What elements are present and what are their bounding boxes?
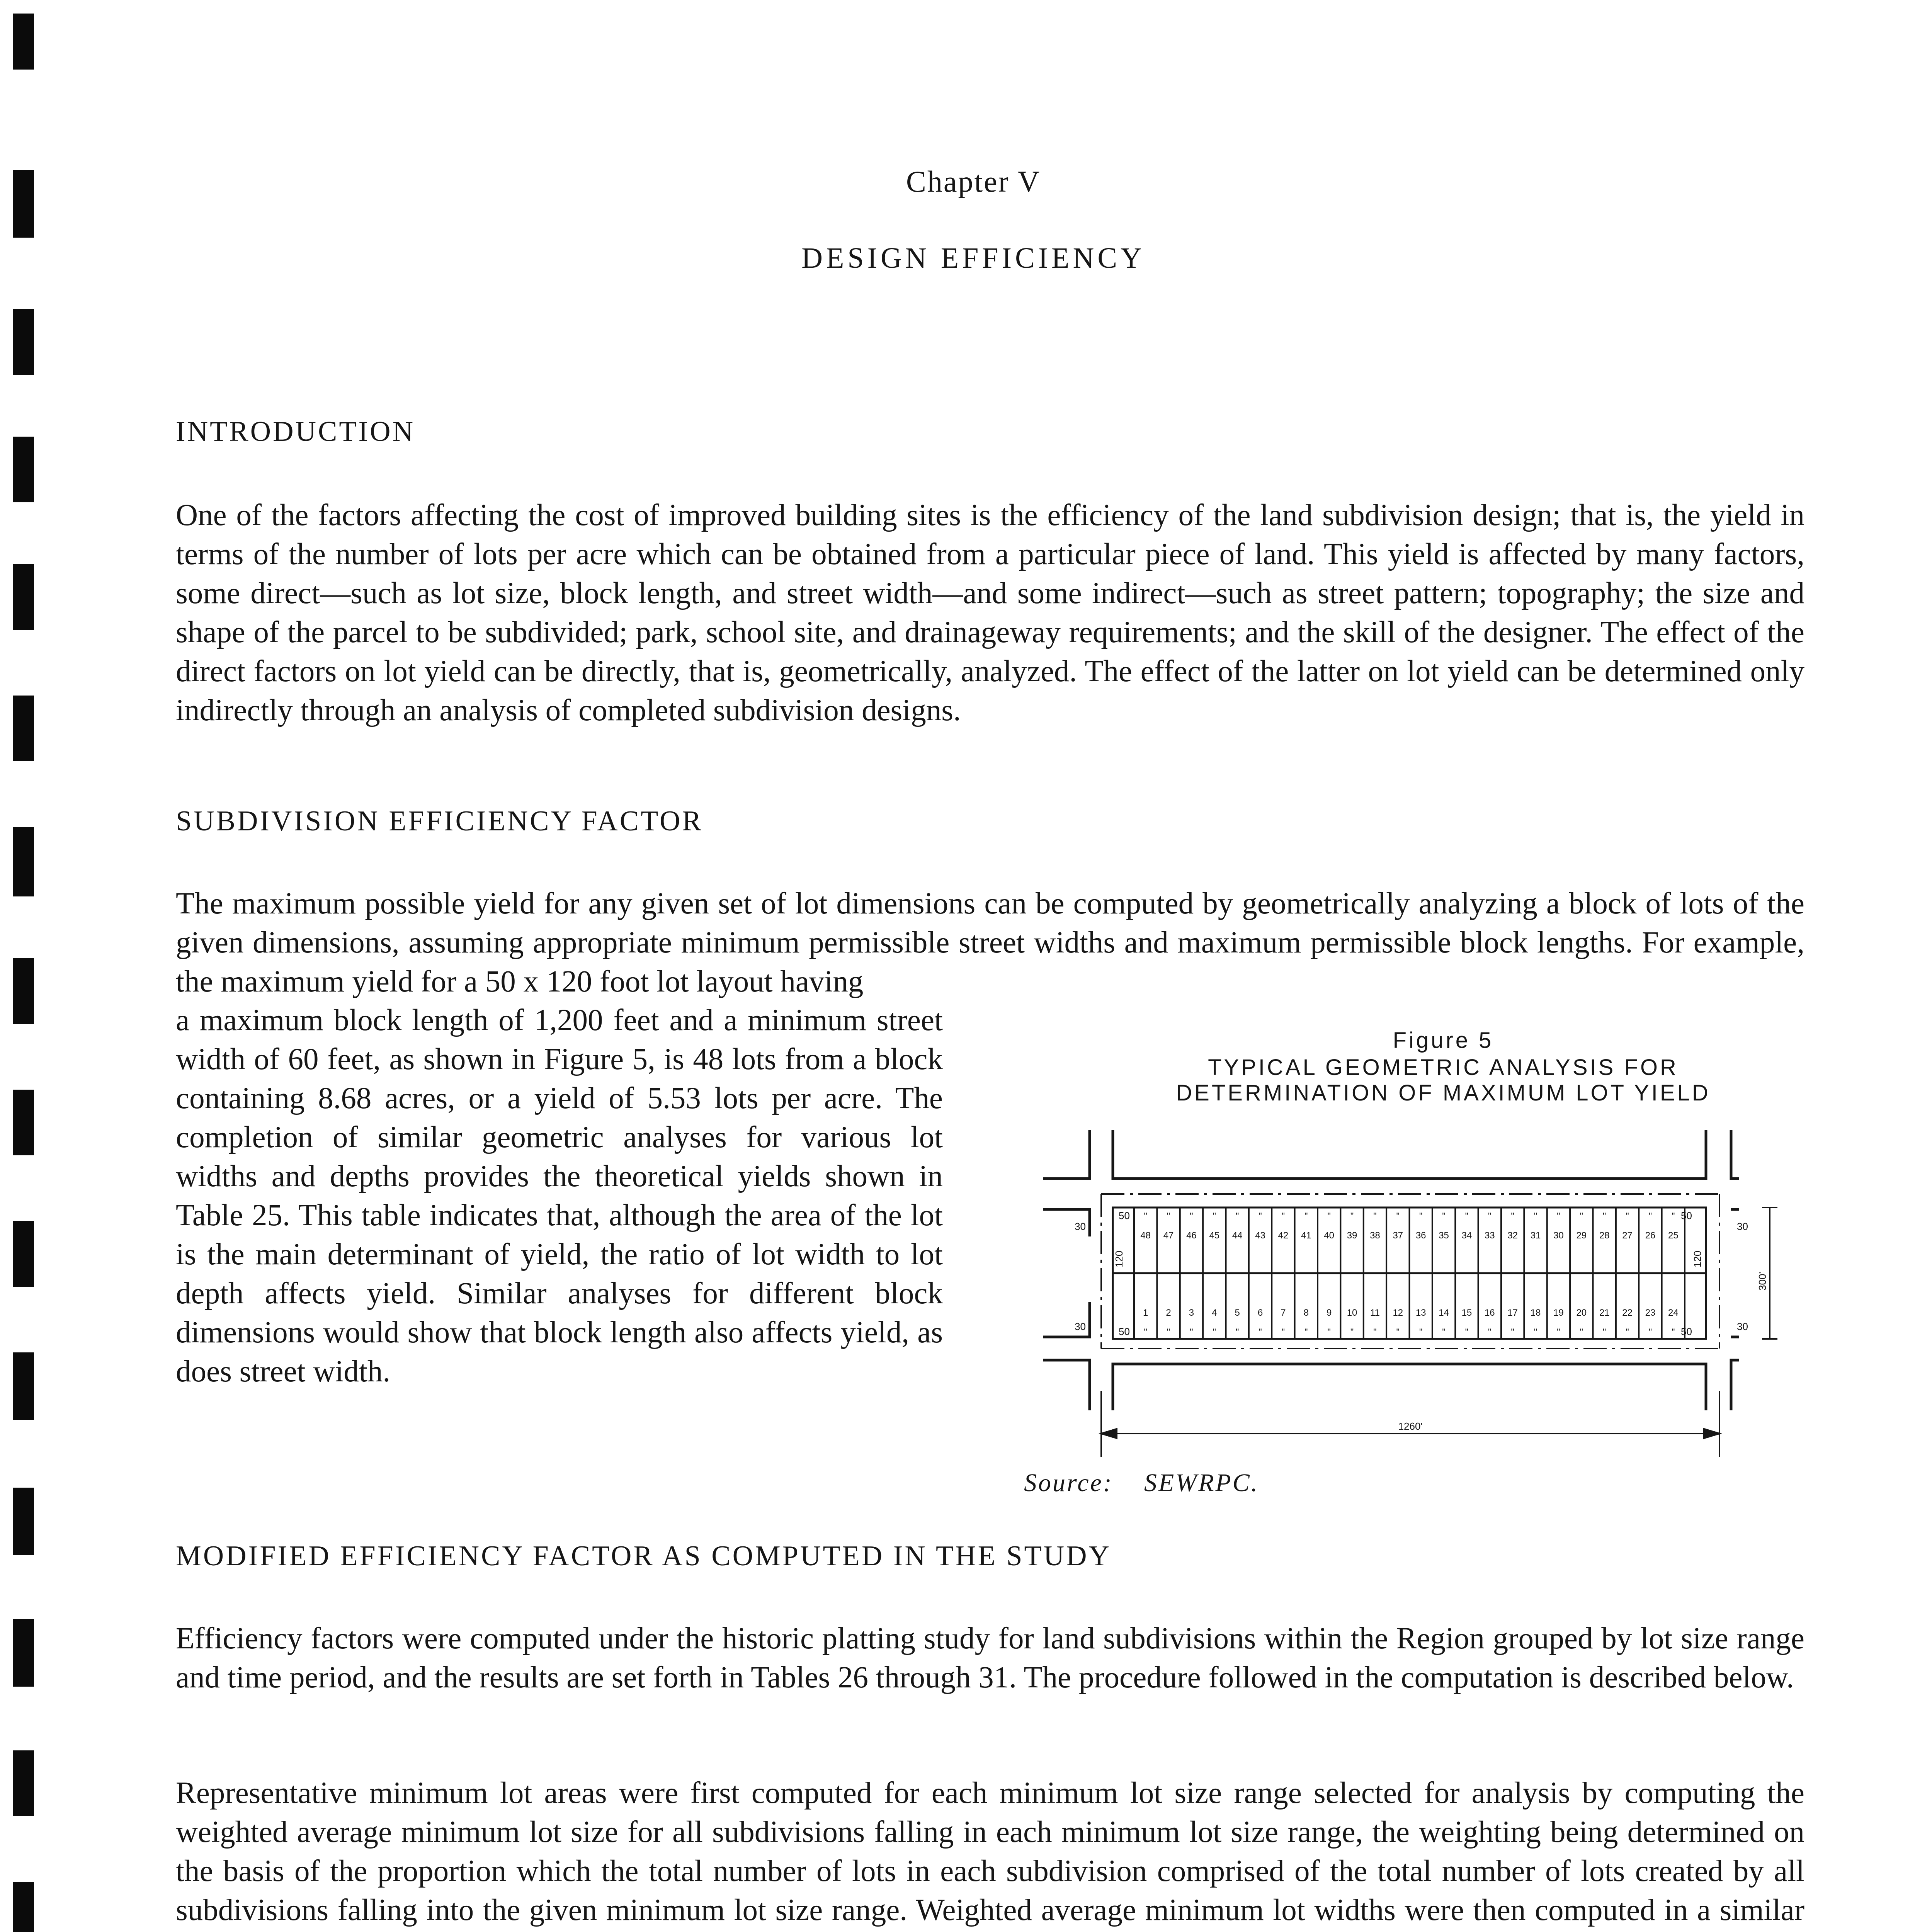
- lot-number: 16: [1484, 1308, 1495, 1318]
- lot-number: 4: [1212, 1308, 1217, 1318]
- lot-number: 38: [1370, 1230, 1380, 1241]
- street-width-label: 30: [1075, 1321, 1086, 1332]
- lot-width-ditto: ": [1580, 1327, 1583, 1337]
- lot-number: 39: [1347, 1230, 1357, 1241]
- lot-number: 25: [1668, 1230, 1679, 1241]
- modified-efficiency-paragraph-2: Representative minimum lot areas were first computed for each minimum lot size range selected for analysis by computing the weighted average minimum lot size for all subdivisions falling in each minimum lot size range, the weighting being determined on the basis of the proportion which the total number of lots in each subdivision comprised of the total number of lots created by all subdivisions falling into the given minimum lot size range. Weighted average minimum lot widths were then computed in a similar: [176, 1776, 1804, 1927]
- lot-number: 44: [1232, 1230, 1243, 1241]
- lot-width-ditto: ": [1557, 1327, 1560, 1337]
- lot-width-ditto: ": [1602, 1327, 1606, 1337]
- lot-number: 18: [1530, 1308, 1541, 1318]
- lot-width-ditto: ": [1672, 1327, 1675, 1337]
- lot-number: 9: [1327, 1308, 1332, 1318]
- lot-width-ditto: ": [1511, 1211, 1514, 1221]
- lot-number: 6: [1257, 1308, 1263, 1318]
- lot-width-ditto: ": [1350, 1327, 1354, 1337]
- lot-number: 43: [1255, 1230, 1265, 1241]
- lot-number: 15: [1461, 1308, 1472, 1318]
- lot-number: 35: [1439, 1230, 1449, 1241]
- street-width-label: 30: [1075, 1221, 1086, 1232]
- lot-width-ditto: ": [1190, 1211, 1193, 1221]
- binding-bar: [13, 309, 34, 375]
- section-heading-introduction: INTRODUCTION: [176, 416, 415, 447]
- lot-number: 42: [1278, 1230, 1289, 1241]
- lot-width-label: 50: [1119, 1326, 1130, 1337]
- subdivision-efficiency-wrapped-paragraph: a maximum block length of 1,200 feet and a minimum street width of 60 feet, as shown in Figure 5, is 48 lots from a block containing 8.68 acres, or a yield of 5.53 lots per acre. The completion of similar geometric analyses for various lot widths and depths provides the theoretical yields shown in Table 25. This table indicates that, although the area of the lot is the main determinant of yield, the ratio of lot width to lot depth affects yield. Similar analyses for different block dimensions would show that block length also affects yield, as does street width.: [176, 1003, 943, 1388]
- section-heading-modified-efficiency: MODIFIED EFFICIENCY FACTOR AS COMPUTED IN THE STUDY: [176, 1540, 1112, 1572]
- lot-width-ditto: ": [1304, 1327, 1308, 1337]
- lot-width-ditto: ": [1442, 1211, 1446, 1221]
- lot-number: 46: [1186, 1230, 1197, 1241]
- binding-bar: [13, 564, 34, 630]
- lot-width-ditto: ": [1144, 1327, 1147, 1337]
- binding-bar: [13, 1882, 34, 1932]
- lot-width-ditto: ": [1213, 1211, 1216, 1221]
- modified-efficiency-paragraph-1: Efficiency factors were computed under the historic platting study for land subdivisions within the Region grouped by lot size range and time period, and the results are set forth in Tables 26 through 31. The procedure followed in the computation is described below.: [176, 1622, 1804, 1694]
- lot-depth-label: 120: [1113, 1250, 1125, 1267]
- figure-title-line-2: DETERMINATION OF MAXIMUM LOT YIELD: [1176, 1080, 1711, 1105]
- lot-number: 1: [1143, 1308, 1148, 1318]
- lot-number: 17: [1507, 1308, 1518, 1318]
- chapter-label: Chapter V: [906, 165, 1041, 198]
- lot-width-label: 50: [1681, 1210, 1692, 1221]
- lot-width-ditto: ": [1281, 1211, 1285, 1221]
- lot-width-ditto: ": [1190, 1327, 1193, 1337]
- lot-width-ditto: ": [1626, 1211, 1629, 1221]
- binding-bar: [13, 1221, 34, 1287]
- lot-number: 30: [1553, 1230, 1564, 1241]
- lot-number: 32: [1507, 1230, 1518, 1241]
- lot-width-ditto: ": [1167, 1327, 1170, 1337]
- binding-bar: [13, 1750, 34, 1816]
- lot-number: 34: [1461, 1230, 1472, 1241]
- lot-width-ditto: ": [1235, 1211, 1239, 1221]
- figure-title-line-1: TYPICAL GEOMETRIC ANALYSIS FOR: [1208, 1055, 1679, 1080]
- lot-number: 21: [1599, 1308, 1610, 1318]
- lot-number: 7: [1281, 1308, 1286, 1318]
- lot-width-ditto: ": [1602, 1211, 1606, 1221]
- lot-numbers-bottom-row: [1143, 1308, 1679, 1318]
- binding-bar: [13, 14, 34, 70]
- lot-number: 48: [1140, 1230, 1151, 1241]
- lot-width-ditto: ": [1626, 1327, 1629, 1337]
- lot-width-ditto: ": [1396, 1211, 1400, 1221]
- lot-width-ditto: ": [1534, 1211, 1537, 1221]
- lot-width-ditto: ": [1488, 1211, 1492, 1221]
- lot-number: 8: [1303, 1308, 1309, 1318]
- lot-width-ditto: ": [1557, 1211, 1560, 1221]
- lot-width-ditto: ": [1419, 1211, 1423, 1221]
- lot-width-ditto: ": [1281, 1327, 1285, 1337]
- lot-width-ditto: ": [1213, 1327, 1216, 1337]
- block-depth-label: 300': [1757, 1272, 1768, 1291]
- lot-number: 12: [1393, 1308, 1403, 1318]
- lot-number: 45: [1209, 1230, 1220, 1241]
- lot-width-ditto: ": [1373, 1211, 1377, 1221]
- lot-number: 23: [1645, 1308, 1656, 1318]
- figure-label: Figure 5: [1393, 1028, 1494, 1053]
- lot-width-ditto: ": [1144, 1211, 1147, 1221]
- source-label: Source:: [1024, 1469, 1113, 1497]
- lot-width-ditto: ": [1580, 1211, 1583, 1221]
- lot-number: 3: [1189, 1308, 1194, 1318]
- lot-width-ditto: ": [1304, 1211, 1308, 1221]
- lot-number: 19: [1553, 1308, 1564, 1318]
- lot-width-ditto: ": [1648, 1327, 1652, 1337]
- lot-width-ditto: ": [1167, 1211, 1170, 1221]
- lot-number: 26: [1645, 1230, 1656, 1241]
- lot-number: 27: [1622, 1230, 1633, 1241]
- street-outlines: [1043, 1130, 1739, 1410]
- introduction-paragraph: One of the factors affecting the cost of improved building sites is the efficiency of the land subdivision design; that is, the yield in terms of the number of lots per acre which can be obtained from a particular piece of land. This yield is affected by many factors, some direct—such as lot size, block length, and street width—and some indirect—such as street pattern; topography; the size and shape of the parcel to be subdivided; park, school site, and drainageway requirements; and the skill of the designer. The effect of the direct factors on lot yield can be directly, that is, geometrically, analyzed. The effect of the latter on lot yield can be determined only indirectly through an analysis of completed subdivision designs.: [176, 498, 1804, 727]
- source-value: SEWRPC.: [1144, 1469, 1259, 1497]
- lot-number: 33: [1484, 1230, 1495, 1241]
- binding-bar: [13, 1352, 34, 1420]
- lot-width-ditto: ": [1396, 1327, 1400, 1337]
- lot-number: 29: [1576, 1230, 1587, 1241]
- lot-width-ditto: ": [1648, 1211, 1652, 1221]
- lot-number: 28: [1599, 1230, 1610, 1241]
- section-heading-subdivision-efficiency: SUBDIVISION EFFICIENCY FACTOR: [176, 805, 703, 837]
- lot-number: 2: [1166, 1308, 1171, 1318]
- lot-width-ditto: ": [1442, 1327, 1446, 1337]
- lot-yield-diagram: [1039, 1121, 1768, 1468]
- lot-number: 47: [1163, 1230, 1174, 1241]
- lot-width-ditto: ": [1350, 1211, 1354, 1221]
- lot-number: 37: [1393, 1230, 1403, 1241]
- lot-number: 11: [1370, 1308, 1380, 1318]
- binding-bar: [13, 1619, 34, 1687]
- lot-number: 20: [1576, 1308, 1587, 1318]
- lot-depth-label: 120: [1692, 1250, 1703, 1267]
- lot-width-ditto: ": [1534, 1327, 1537, 1337]
- binding-bar: [13, 437, 34, 502]
- lot-width-ditto: ": [1511, 1327, 1514, 1337]
- lot-number: 13: [1415, 1308, 1426, 1318]
- binding-bar: [13, 827, 34, 896]
- lot-width-label: 50: [1119, 1210, 1130, 1221]
- lot-number: 31: [1530, 1230, 1541, 1241]
- subdivision-efficiency-paragraph: The maximum possible yield for any given set of lot dimensions can be computed by geometrically analyzing a block of lots of the given dimensions, assuming appropriate minimum permissible street widths and maximum permissible block lengths. For example, the maximum yield for a 50 x 120 foot lot layout having: [176, 887, 1804, 998]
- lot-number: 40: [1324, 1230, 1335, 1241]
- chapter-title: DESIGN EFFICIENCY: [801, 242, 1145, 274]
- lot-width-ditto: ": [1672, 1211, 1675, 1221]
- lot-width-ditto: ": [1465, 1211, 1469, 1221]
- lot-number: 36: [1415, 1230, 1426, 1241]
- lot-width-ditto: ": [1327, 1211, 1331, 1221]
- lot-width-ditto: ": [1235, 1327, 1239, 1337]
- street-width-label: 30: [1737, 1221, 1748, 1232]
- binding-bar: [13, 958, 34, 1024]
- binding-bar: [13, 1488, 34, 1555]
- lot-number: 22: [1622, 1308, 1633, 1318]
- lot-width-ditto: ": [1327, 1327, 1331, 1337]
- binding-bar: [13, 1090, 34, 1155]
- lot-width-ditto: ": [1259, 1211, 1262, 1221]
- lot-width-ditto: ": [1259, 1327, 1262, 1337]
- lot-number: 14: [1439, 1308, 1449, 1318]
- lot-width-ditto: ": [1419, 1327, 1423, 1337]
- figure-source: [1024, 1468, 1290, 1498]
- block-length-label: 1260': [1398, 1420, 1423, 1432]
- lot-number: 5: [1235, 1308, 1240, 1318]
- lot-width-ditto: ": [1465, 1327, 1469, 1337]
- lot-width-ditto: ": [1373, 1327, 1377, 1337]
- street-width-label: 30: [1737, 1321, 1748, 1332]
- lot-number: 41: [1301, 1230, 1311, 1241]
- lot-number: 24: [1668, 1308, 1679, 1318]
- lot-number: 10: [1347, 1308, 1357, 1318]
- lot-width-ditto: ": [1488, 1327, 1492, 1337]
- lot-width-label: 50: [1681, 1326, 1692, 1337]
- binding-bar: [13, 696, 34, 761]
